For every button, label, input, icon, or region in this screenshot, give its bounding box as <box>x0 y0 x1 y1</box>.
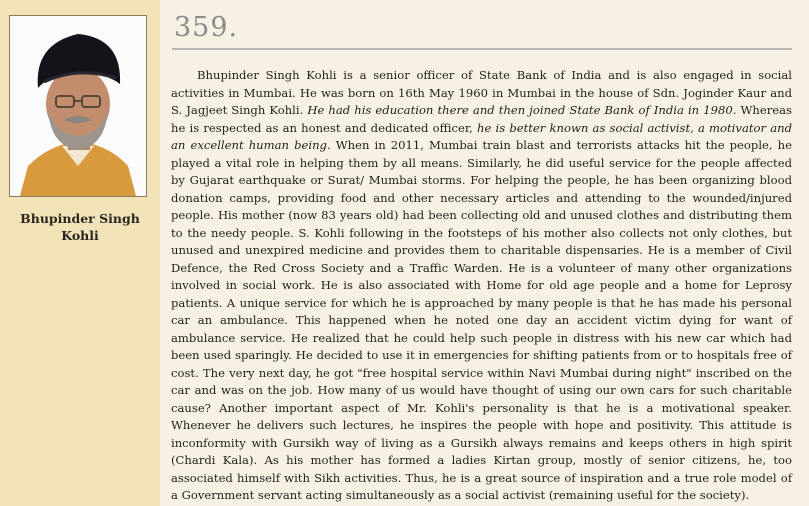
bio-sentence-3: Whereas he is respected as an honest and dedicated officer, <box>171 103 792 135</box>
portrait-photo <box>9 15 147 197</box>
biography-paragraph <box>171 67 792 505</box>
bio-sentence-1: Bhupinder Singh Kohli is a senior officer of State Bank of India and is also engaged in social activities in Mumbai. He was born on 16th May 1960 in Mumbai in the house of Sdn. Joginder Kaur and S. Jagjeet Singh Kohli. <box>171 68 792 117</box>
bio-remaining-text: When in 2011, Mumbai train blast and terrorists attacks hit the people, he played a vital role in helping them by all means. Similarly, he did useful service for the people affected by Gujarat earthquake or Surat/ Mumbai storms. For helping the people, he has been organizing blood donation camps, providing food and other necessary articles and attending to the wounded/injured people. His mother (now 83 years old) had been collecting old and unused clothes and distributing them to the needy people. S. Kohli following in the footsteps of his mother also collects not only clothes, but unused and unexpired medicine and provides them to charitable dispensaries. He is a member of Civil Defence, the Red Cross Society and a Traffic Warden. He is a volunteer of many other organizations involved in social work. He is also associated with Home for old age people and a home for Leprosy patients. A unique service for which he is approached by many people is that he has made his personal car an ambulance. This happened when he noted one day an accident victim dying for want of ambulance service. He realized that he could help such people in distress with his new car which had been used sparingly. He decided to use it in emergencies for shifting patients from or to hospitals free of cost. The very next day, he got "free hospital service within Navi Mumbai during night" inscribed on the car and was on the job. How many of us would have thought of using our own cars for such charitable cause? Another important aspect of Mr. Kohli's personality is that he is a motivational speaker. Whenever he delivers such lectures, he inspires the people with hope and positivity. This attitude is inconformity with Gursikh way of living as a Gursikh always remains and keeps others in high spirit (Chardi Kala). As his mother has formed a ladies Kirtan group, mostly of senior citizens, he, too associated himself with Sikh activities. Thus, he is a great source of inspiration and a true role model of a Government servant acting simultaneously as a social activist (remaining useful for the society). <box>171 138 792 502</box>
bio-italic-social-activist: he is better known as social activist, a motivator and an excellent human being. <box>171 120 793 152</box>
person-caption <box>0 210 160 244</box>
bio-italic-education: He had his education there and then joined State Bank of India in 1980. <box>307 103 737 117</box>
header-rule <box>172 48 792 50</box>
sidebar <box>0 0 160 506</box>
caption-line-2: Kohli <box>61 228 99 243</box>
page-number: 359. <box>174 12 239 43</box>
portrait-illustration <box>10 16 146 196</box>
caption-line-1: Bhupinder Singh <box>20 211 140 226</box>
